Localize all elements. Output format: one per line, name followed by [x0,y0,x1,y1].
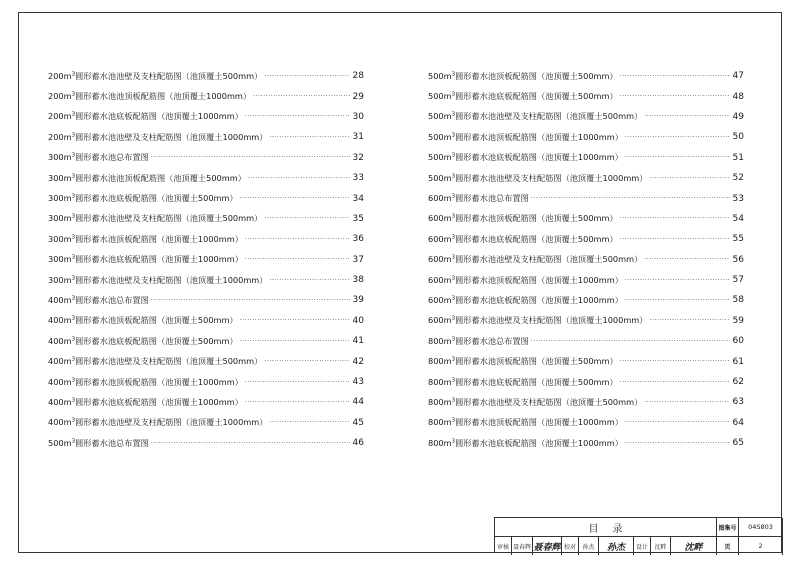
toc-entry-unit-exponent: 3 [71,213,76,220]
toc-entry [48,127,364,147]
toc-leader-dots [269,277,350,284]
toc-entry-volume: 800m [428,376,452,387]
toc-entry [48,413,364,433]
toc-entry-text: 圆形蓄水池底板配筋图（池顶覆土1000mm） [455,294,623,305]
toc-entry-unit-exponent: 3 [71,234,76,241]
toc-entry-title [428,356,618,367]
toc-entry [428,148,744,168]
checker-signature: 孙杰 [599,537,634,555]
toc-entry-title [48,71,262,82]
toc-entry [48,372,364,392]
toc-entry-unit-exponent: 3 [71,356,76,363]
toc-entry-volume: 500m [428,131,452,142]
reviewer-signature: 聂春辉 [533,537,562,555]
toc-leader-dots [620,236,730,243]
toc-entry-page: 48 [732,91,744,102]
toc-entry-unit-exponent: 3 [71,417,76,424]
toc-leader-dots [531,338,730,345]
toc-entry [48,433,364,453]
toc-entry-text: 圆形蓄水池底板配筋图（池顶覆土500mm） [75,335,238,346]
checker-name: 孙杰 [579,537,599,555]
toc-entry [428,311,744,331]
toc-entry-volume: 400m [48,315,72,326]
toc-entry-unit-exponent: 3 [71,438,76,445]
toc-entry-title [48,91,251,102]
toc-leader-dots [245,399,350,406]
toc-entry [48,229,364,249]
toc-entry-unit-exponent: 3 [451,275,456,282]
toc-entry [428,392,744,412]
toc-entry-page: 46 [352,438,364,449]
toc-entry-unit-exponent: 3 [71,173,76,180]
toc-entry-text: 圆形蓄水池总布置图 [75,437,149,448]
toc-entry-page: 36 [352,234,364,245]
toc-leader-dots [264,73,350,80]
toc-entry-volume: 600m [428,213,452,224]
toc-leader-dots [620,215,730,222]
toc-entry-title [428,132,623,143]
toc-entry-text: 圆形蓄水池顶板配筋图（池顶覆土1000mm） [455,131,623,142]
toc-entry-text: 圆形蓄水池总布置图 [75,152,149,163]
toc-column-right [428,66,744,453]
toc-leader-dots [620,93,730,100]
toc-column-left [48,66,364,453]
toc-entry [428,250,744,270]
toc-entry-page: 44 [352,397,364,408]
toc-entry-title [428,397,642,408]
toc-entry-volume: 400m [48,294,72,305]
toc-entry-unit-exponent: 3 [451,193,456,200]
toc-entry-volume: 300m [48,193,72,204]
page-number: 2 [739,537,783,555]
toc-entry-text: 圆形蓄水池池壁及支柱配筋图（池顶覆土1000mm） [75,274,268,285]
toc-entry [428,290,744,310]
toc-entry-page: 43 [352,377,364,388]
toc-entry-volume: 800m [428,335,452,346]
toc-entry-volume: 400m [48,417,72,428]
toc-entry-title [428,152,623,163]
check-label: 校对 [562,537,579,555]
toc-entry-volume: 400m [48,376,72,387]
toc-entry-title [48,397,243,408]
review-label: 审核 [495,537,512,555]
toc-entry-page: 47 [732,71,744,82]
toc-entry-text: 圆形蓄水池底板配筋图（池顶覆土1000mm） [75,111,243,122]
toc-entry [48,270,364,290]
toc-entry-page: 32 [352,152,364,163]
toc-leader-dots [620,73,730,80]
toc-entry-text: 圆形蓄水池顶板配筋图（池顶覆土1000mm） [455,274,623,285]
toc-entry-unit-exponent: 3 [451,397,456,404]
toc-entry [48,107,364,127]
toc-entry-title [48,213,262,224]
toc-leader-dots [245,236,350,243]
toc-entry-text: 圆形蓄水池底板配筋图（池顶覆土500mm） [455,91,618,102]
title-block [494,517,782,553]
toc-entry-text: 圆形蓄水池池壁及支柱配筋图（池顶覆土500mm） [75,70,263,81]
toc-entry-title [48,254,243,265]
toc-entry-page: 29 [352,91,364,102]
toc-entry-volume: 600m [428,233,452,244]
toc-entry-title [428,213,618,224]
toc-entry-page: 63 [732,397,744,408]
toc-entry-page: 30 [352,111,364,122]
toc-entry-text: 圆形蓄水池总布置图 [455,335,529,346]
toc-entry-volume: 300m [48,274,72,285]
toc-entry-page: 56 [732,254,744,265]
toc-leader-dots [248,175,350,182]
toc-entry-title [428,254,642,265]
toc-entry-volume: 500m [48,437,72,448]
toc-entry-page: 49 [732,111,744,122]
toc-leader-dots [240,317,350,324]
toc-entry-page: 33 [352,173,364,184]
toc-entry-text: 圆形蓄水池池壁及支柱配筋图（池顶覆土500mm） [455,396,643,407]
toc-entry-title [428,193,529,204]
toc-leader-dots [269,419,350,426]
toc-entry-title [48,132,267,143]
toc-entry-title [48,377,243,388]
toc-leader-dots [625,297,730,304]
sheet-title: 目录 [495,518,717,536]
toc-entry-unit-exponent: 3 [71,295,76,302]
toc-entry-text: 圆形蓄水池底板配筋图（池顶覆土500mm） [75,193,238,204]
toc-entry-unit-exponent: 3 [71,315,76,322]
toc-entry-unit-exponent: 3 [71,111,76,118]
toc-entry [428,127,744,147]
toc-entry-text: 圆形蓄水池顶板配筋图（池顶覆土1000mm） [75,376,243,387]
toc-entry-volume: 600m [428,274,452,285]
toc-entry-unit-exponent: 3 [71,152,76,159]
toc-entry-text: 圆形蓄水池底板配筋图（池顶覆土1000mm） [455,152,623,163]
toc-entry-page: 55 [732,234,744,245]
toc-entry-title [48,356,262,367]
toc-entry-title [428,336,529,347]
toc-entry-unit-exponent: 3 [71,336,76,343]
toc-entry-text: 圆形蓄水池池壁及支柱配筋图（池顶覆土500mm） [75,356,263,367]
toc-entry-unit-exponent: 3 [451,295,456,302]
toc-entry-text: 圆形蓄水池池顶板配筋图（池顶覆土500mm） [75,172,246,183]
toc-entry-title [48,111,243,122]
toc-entry-volume: 200m [48,131,72,142]
toc-entry-text: 圆形蓄水池底板配筋图（池顶覆土1000mm） [75,254,243,265]
toc-entry [428,331,744,351]
toc-entry-volume: 400m [48,356,72,367]
toc-leader-dots [151,297,350,304]
toc-leader-dots [625,277,730,284]
toc-leader-dots [240,338,350,345]
toc-entry [428,188,744,208]
toc-entry [48,250,364,270]
toc-entry [428,229,744,249]
toc-entry-page: 41 [352,336,364,347]
toc-entry [48,311,364,331]
toc-entry-page: 51 [732,152,744,163]
toc-entry-title [48,336,238,347]
toc-entry-unit-exponent: 3 [71,275,76,282]
toc-entry-text: 圆形蓄水池池壁及支柱配筋图（池顶覆土1000mm） [75,417,268,428]
toc-entry [48,66,364,86]
toc-entry-text: 圆形蓄水池池壁及支柱配筋图（池顶覆土1000mm） [75,131,268,142]
toc-entry-title [48,193,238,204]
toc-entry-title [48,315,238,326]
designer-signature: 沈畔 [671,537,717,555]
toc-entry-text: 圆形蓄水池顶板配筋图（池顶覆土1000mm） [75,233,243,244]
toc-entry-unit-exponent: 3 [451,213,456,220]
toc-entry-unit-exponent: 3 [71,397,76,404]
toc-entry-volume: 300m [48,254,72,265]
toc-entry-text: 圆形蓄水池总布置图 [455,193,529,204]
toc-entry-page: 35 [352,213,364,224]
toc-entry-unit-exponent: 3 [451,417,456,424]
toc-entry-volume: 300m [48,172,72,183]
toc-leader-dots [644,399,730,406]
toc-entry-page: 45 [352,417,364,428]
toc-leader-dots [620,358,730,365]
toc-entry-page: 52 [732,173,744,184]
toc-entry [428,107,744,127]
toc-entry-text: 圆形蓄水池顶板配筋图（池顶覆土500mm） [455,213,618,224]
toc-entry-volume: 300m [48,233,72,244]
toc-entry-title [428,173,647,184]
toc-leader-dots [253,93,350,100]
toc-entry [48,331,364,351]
toc-entry [48,168,364,188]
toc-entry [428,433,744,453]
toc-entry-page: 40 [352,315,364,326]
toc-entry-page: 53 [732,193,744,204]
toc-entry-volume: 600m [428,254,452,265]
design-label: 设计 [634,537,651,555]
toc-entry-title [428,234,618,245]
toc-entry-unit-exponent: 3 [451,356,456,363]
title-block-bottom-row [495,536,783,555]
toc-leader-dots [269,134,350,141]
toc-entry [48,290,364,310]
title-block-top-row [495,518,783,536]
toc-entry-page: 34 [352,193,364,204]
designer-name: 沈畔 [651,537,671,555]
toc-leader-dots [151,154,350,161]
toc-entry-page: 54 [732,213,744,224]
toc-entry-title [48,173,246,184]
toc-entry [48,351,364,371]
toc-entry [48,392,364,412]
toc-entry-title [428,315,647,326]
toc-entry-page: 50 [732,132,744,143]
toc-entry-text: 圆形蓄水池底板配筋图（池顶覆土1000mm） [75,396,243,407]
toc-entry-text: 圆形蓄水池池壁及支柱配筋图（池顶覆土500mm） [455,254,643,265]
toc-entry-title [48,417,267,428]
toc-entry-unit-exponent: 3 [451,173,456,180]
toc-entry-volume: 800m [428,396,452,407]
toc-entry-page: 64 [732,417,744,428]
toc-entry-volume: 500m [428,70,452,81]
toc-entry-volume: 500m [428,172,452,183]
toc-leader-dots [240,195,350,202]
toc-entry-page: 31 [352,132,364,143]
toc-entry-title [48,295,149,306]
toc-entry-text: 圆形蓄水池底板配筋图（池顶覆土500mm） [455,233,618,244]
toc-entry-text: 圆形蓄水池顶板配筋图（池顶覆土500mm） [75,315,238,326]
toc-entry-text: 圆形蓄水池底板配筋图（池顶覆土1000mm） [455,437,623,448]
toc-entry-unit-exponent: 3 [451,91,456,98]
toc-entry-unit-exponent: 3 [71,254,76,261]
page-label: 页 [717,537,739,555]
toc-entry-title [428,91,618,102]
toc-entry-title [428,275,623,286]
toc-entry-volume: 200m [48,111,72,122]
toc-entry-title [48,275,267,286]
toc-entry-unit-exponent: 3 [451,234,456,241]
toc-entry-page: 58 [732,295,744,306]
toc-entry-page: 65 [732,438,744,449]
toc-leader-dots [264,215,350,222]
toc-leader-dots [625,419,730,426]
toc-entry-unit-exponent: 3 [451,152,456,159]
toc-entry-volume: 600m [428,294,452,305]
toc-entry-title [428,377,618,388]
toc-entry-page: 37 [352,254,364,265]
toc-leader-dots [644,256,730,263]
toc-entry-unit-exponent: 3 [451,438,456,445]
toc-entry-text: 圆形蓄水池顶板配筋图（池顶覆土500mm） [455,70,618,81]
toc-entry-unit-exponent: 3 [71,193,76,200]
toc-entry [428,86,744,106]
toc-entry-volume: 800m [428,437,452,448]
toc-entry-page: 42 [352,356,364,367]
toc-entry-title [48,234,243,245]
toc-entry [428,66,744,86]
toc-entry-volume: 600m [428,193,452,204]
toc-entry-title [428,111,642,122]
toc-entry-unit-exponent: 3 [451,111,456,118]
toc-entry [428,351,744,371]
toc-leader-dots [625,134,730,141]
toc-leader-dots [625,154,730,161]
toc-leader-dots [245,113,350,120]
toc-entry-unit-exponent: 3 [71,91,76,98]
toc-entry-volume: 200m [48,70,72,81]
toc-entry-text: 圆形蓄水池池顶板配筋图（池顶覆土1000mm） [75,91,252,102]
toc-entry-unit-exponent: 3 [451,377,456,384]
toc-entry [428,209,744,229]
toc-entry-page: 61 [732,356,744,367]
toc-entry-page: 62 [732,377,744,388]
toc-entry [428,372,744,392]
toc-entry-volume: 300m [48,213,72,224]
toc-entry-volume: 300m [48,152,72,163]
toc-entry-text: 圆形蓄水池顶板配筋图（池顶覆土1000mm） [455,417,623,428]
toc-leader-dots [245,256,350,263]
toc-leader-dots [620,379,730,386]
toc-entry-unit-exponent: 3 [71,71,76,78]
toc-entry-text: 圆形蓄水池顶板配筋图（池顶覆土500mm） [455,356,618,367]
toc-entry-title [48,438,149,449]
toc-entry-page: 38 [352,275,364,286]
toc-entry [48,148,364,168]
toc-entry-title [428,295,623,306]
toc-leader-dots [531,195,730,202]
toc-entry-unit-exponent: 3 [71,132,76,139]
toc-entry [48,209,364,229]
toc-entry-volume: 500m [428,152,452,163]
toc-entry-title [428,71,618,82]
toc-entry [428,270,744,290]
toc-entry-volume: 600m [428,315,452,326]
toc-entry-volume: 400m [48,335,72,346]
toc-entry [48,86,364,106]
toc-entry-volume: 800m [428,417,452,428]
toc-entry-unit-exponent: 3 [71,377,76,384]
toc-entry-volume: 500m [428,111,452,122]
toc-entry-text: 圆形蓄水池池壁及支柱配筋图（池顶覆土1000mm） [455,172,648,183]
atlas-number-label: 图集号 [717,518,739,536]
toc-leader-dots [625,440,730,447]
toc-entry-unit-exponent: 3 [451,315,456,322]
toc-entry-unit-exponent: 3 [451,132,456,139]
toc-entry-unit-exponent: 3 [451,336,456,343]
toc-entry [48,188,364,208]
toc-entry-volume: 200m [48,91,72,102]
toc-entry-title [48,152,149,163]
toc-entry-text: 圆形蓄水池底板配筋图（池顶覆土500mm） [455,376,618,387]
toc-entry-page: 59 [732,315,744,326]
toc-leader-dots [649,175,730,182]
toc-entry-text: 圆形蓄水池池壁及支柱配筋图（池顶覆土1000mm） [455,315,648,326]
toc-entry-text: 圆形蓄水池池壁及支柱配筋图（池顶覆土500mm） [75,213,263,224]
toc-entry-page: 57 [732,275,744,286]
atlas-number: 04S803 [739,518,783,536]
toc-entry [428,168,744,188]
toc-entry-unit-exponent: 3 [451,254,456,261]
toc-entry-volume: 400m [48,396,72,407]
toc-entry-unit-exponent: 3 [451,71,456,78]
toc-entry-title [428,438,623,449]
toc-leader-dots [151,440,350,447]
toc-entry-volume: 500m [428,91,452,102]
toc-leader-dots [264,358,350,365]
toc-entry-page: 39 [352,295,364,306]
toc-entry-text: 圆形蓄水池池壁及支柱配筋图（池顶覆土500mm） [455,111,643,122]
toc-entry-page: 60 [732,336,744,347]
toc-leader-dots [644,113,730,120]
toc-entry-page: 28 [352,71,364,82]
toc-entry [428,413,744,433]
toc-entry-volume: 800m [428,356,452,367]
toc-entry-title [428,417,623,428]
toc-leader-dots [245,379,350,386]
toc-leader-dots [649,317,730,324]
toc-entry-text: 圆形蓄水池总布置图 [75,294,149,305]
reviewer-name: 聂春辉 [512,537,533,555]
